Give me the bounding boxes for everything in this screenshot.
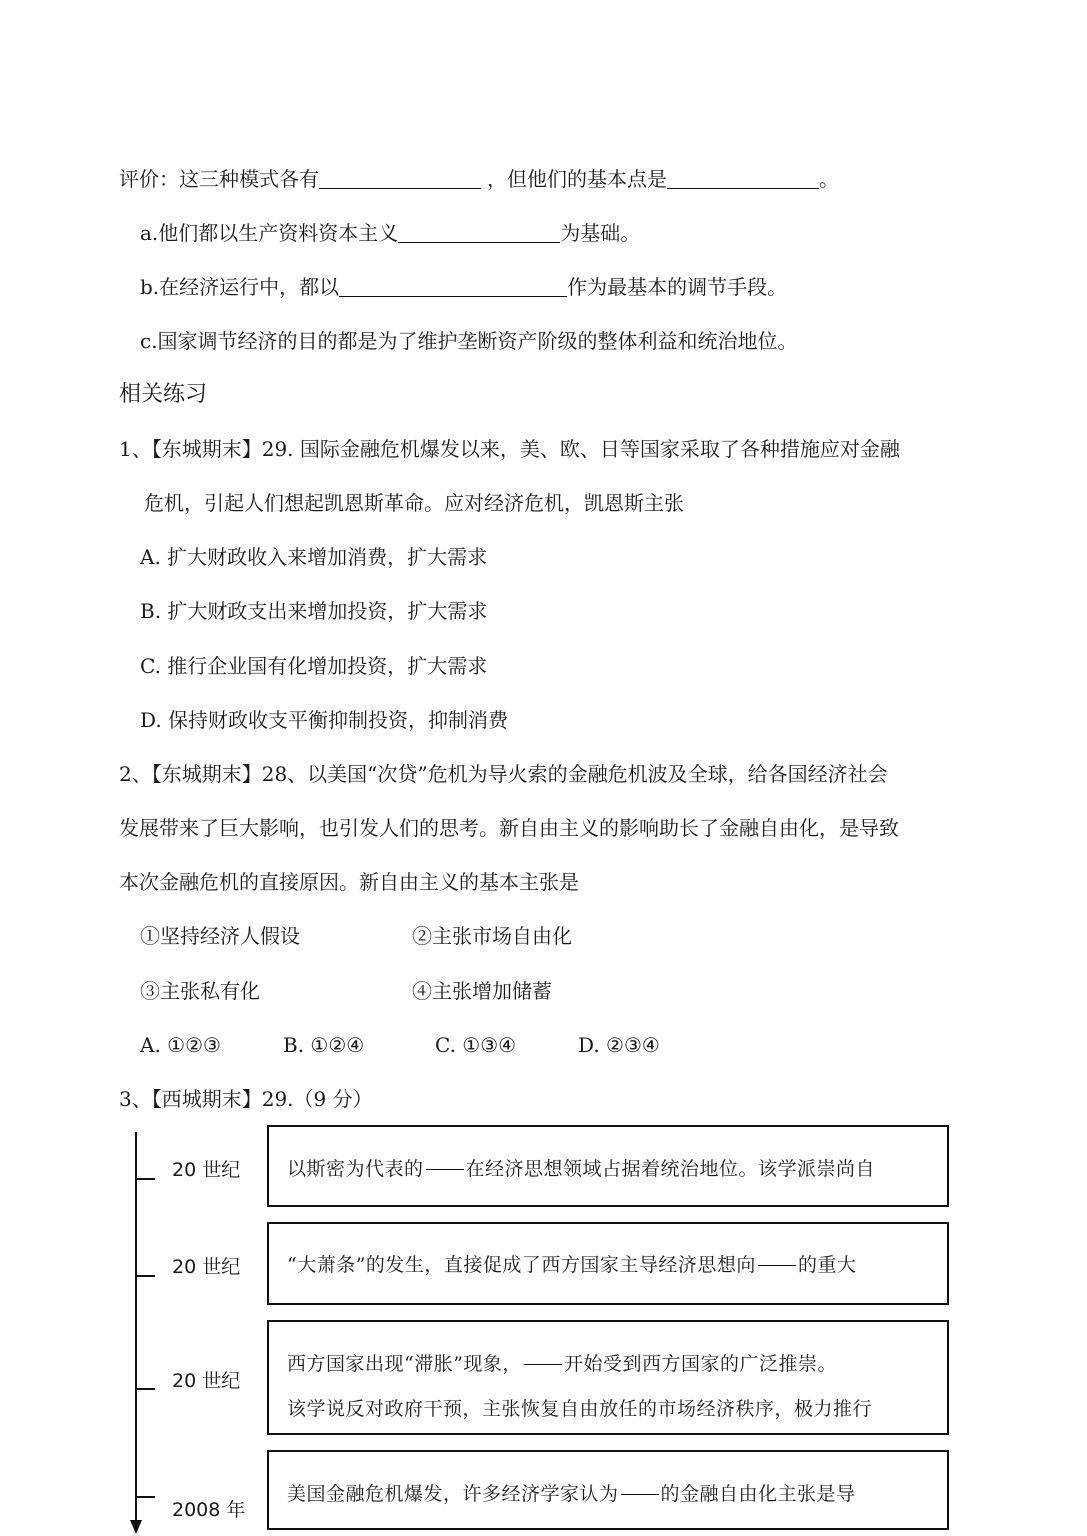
blank-3[interactable] — [398, 222, 560, 243]
timeline-axis — [135, 1132, 137, 1522]
q2-choice-a[interactable]: A. ①②③ — [140, 1033, 221, 1057]
evaluation-end: 。 — [819, 167, 839, 191]
timeline-box — [267, 1125, 949, 1207]
q2-item-3: ③主张私有化 — [140, 979, 260, 1003]
timeline-era: 20 世纪 — [172, 1159, 241, 1181]
q2-line1: 2、【东城期末】28、以美国“次贷”危机为导火索的金融危机波及全球，给各国经济社会 — [119, 762, 888, 786]
blank-4[interactable] — [339, 276, 567, 297]
point-b-prefix: b.在经济运行中，都以 — [140, 275, 340, 299]
timeline-box-text-line2: 该学说反对政府干预，主张恢复自由放任的市场经济秩序，极力推行 — [287, 1398, 873, 1420]
box-text-a: “大萧条”的发生，直接促成了西方国家主导经济思想向 — [287, 1254, 756, 1276]
box-text-b: 开始受到西方国家的广泛推崇。 — [563, 1353, 837, 1375]
timeline-era: 20 世纪 — [172, 1370, 241, 1392]
q2-item-4: ④主张增加储蓄 — [412, 979, 552, 1003]
box-text-a: 西方国家出现“滞胀”现象， — [287, 1353, 522, 1375]
timeline-tick — [135, 1178, 155, 1180]
q1-line1: 1、【东城期末】29. 国际金融危机爆发以来，美、欧、日等国家采取了各种措施应对金融 — [119, 437, 900, 461]
q1-option-a[interactable]: A. 扩大财政收入来增加消费，扩大需求 — [140, 545, 488, 569]
q2-choice-d[interactable]: D. ②③④ — [578, 1033, 660, 1057]
section-title: 相关练习 — [119, 382, 208, 407]
answer-blank[interactable] — [524, 1364, 562, 1365]
timeline-tick — [135, 1275, 155, 1277]
evaluation-line — [119, 168, 839, 189]
q1-option-c[interactable]: C. 推行企业国有化增加投资，扩大需求 — [140, 654, 488, 678]
q2-line3: 本次金融危机的直接原因。新自由主义的基本主张是 — [119, 870, 579, 894]
q2-item-1: ①坚持经济人假设 — [140, 924, 300, 948]
timeline-box-text — [287, 1154, 875, 1181]
evaluation-prefix: 评价：这三种模式各有 — [119, 167, 319, 191]
arrow-down-icon — [130, 1520, 142, 1534]
box-text-b: 的重大 — [797, 1254, 857, 1276]
timeline-box-text — [287, 1479, 856, 1506]
q2-line2: 发展带来了巨大影响，也引发人们的思考。新自由主义的影响助长了金融自由化，是导致 — [119, 816, 899, 840]
q2-choice-b[interactable]: B. ①②④ — [283, 1033, 365, 1057]
point-c: c.国家调节经济的目的都是为了维护垄断资产阶级的整体利益和统治地位。 — [140, 329, 798, 353]
answer-blank[interactable] — [426, 1169, 464, 1170]
timeline-tick — [135, 1388, 155, 1390]
q2-choice-c[interactable]: C. ①③④ — [435, 1033, 517, 1057]
timeline-era: 20 世纪 — [172, 1256, 241, 1278]
q1-line2: 危机，引起人们想起凯恩斯革命。应对经济危机，凯恩斯主张 — [144, 491, 684, 515]
evaluation-middle: ，但他们的基本点是 — [487, 167, 667, 191]
point-b-suffix: 作为最基本的调节手段。 — [567, 275, 788, 299]
timeline-box-text — [287, 1250, 856, 1277]
point-a-prefix: a.他们都以生产资料资本主义 — [140, 221, 399, 245]
q1-option-d[interactable]: D. 保持财政收支平衡抑制投资，抑制消费 — [140, 708, 509, 732]
point-b — [140, 276, 787, 297]
q1-option-b[interactable]: B. 扩大财政支出来增加投资，扩大需求 — [140, 599, 488, 623]
timeline-box — [267, 1450, 949, 1530]
box-text-b: 在经济思想领域占据着统治地位。该学派崇尚自 — [465, 1158, 876, 1180]
blank-1[interactable] — [319, 168, 481, 189]
box-text-b: 的金融自由化主张是导 — [660, 1483, 856, 1505]
timeline-era: 2008 年 — [172, 1499, 246, 1521]
box-text-a: 美国金融危机爆发，许多经济学家认为 — [287, 1483, 619, 1505]
timeline-box — [267, 1320, 949, 1435]
q2-item-2: ②主张市场自由化 — [412, 924, 572, 948]
timeline-box — [267, 1222, 949, 1305]
box-text-a: 以斯密为代表的 — [287, 1158, 424, 1180]
answer-blank[interactable] — [621, 1494, 659, 1495]
point-a — [140, 222, 640, 243]
timeline-box-text — [287, 1349, 837, 1376]
blank-2[interactable] — [667, 168, 819, 189]
point-a-suffix: 为基础。 — [560, 221, 641, 245]
timeline-tick — [135, 1496, 155, 1498]
q3-title: 3、【西城期末】29.（9 分） — [119, 1087, 373, 1111]
answer-blank[interactable] — [758, 1265, 796, 1266]
